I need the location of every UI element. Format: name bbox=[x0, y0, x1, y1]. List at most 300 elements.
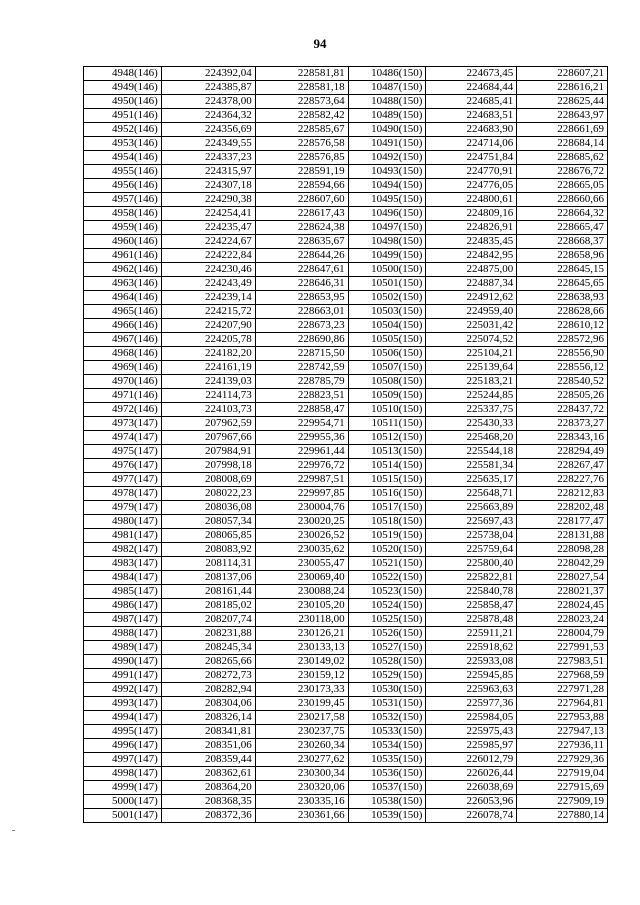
cell-y-left: 228635,67 bbox=[255, 235, 348, 249]
cell-y-right: 227983,51 bbox=[517, 655, 608, 669]
cell-point-id-left: 4985(147) bbox=[84, 585, 162, 599]
cell-x-right: 225738,04 bbox=[426, 529, 517, 543]
cell-x-right: 224751,84 bbox=[426, 151, 517, 165]
cell-x-left: 224378,00 bbox=[161, 95, 255, 109]
cell-x-left: 207984,91 bbox=[161, 445, 255, 459]
table-row bbox=[84, 809, 608, 823]
cell-x-right: 225697,43 bbox=[426, 515, 517, 529]
cell-y-right: 228267,47 bbox=[517, 459, 608, 473]
cell-point-id-left: 4996(147) bbox=[84, 739, 162, 753]
cell-point-id-right: 10514(150) bbox=[348, 459, 426, 473]
cell-y-right: 228685,62 bbox=[517, 151, 608, 165]
cell-x-left: 224307,18 bbox=[161, 179, 255, 193]
cell-x-right: 225759,64 bbox=[426, 543, 517, 557]
cell-x-left: 224337,23 bbox=[161, 151, 255, 165]
cell-point-id-right: 10511(150) bbox=[348, 417, 426, 431]
cell-x-left: 208008,69 bbox=[161, 473, 255, 487]
cell-y-right: 227947,13 bbox=[517, 725, 608, 739]
cell-point-id-left: 5001(147) bbox=[84, 809, 162, 823]
table-row bbox=[84, 697, 608, 711]
table-row bbox=[84, 207, 608, 221]
cell-point-id-right: 10513(150) bbox=[348, 445, 426, 459]
cell-x-left: 208351,06 bbox=[161, 739, 255, 753]
cell-x-left: 224182,20 bbox=[161, 347, 255, 361]
cell-y-right: 227915,69 bbox=[517, 781, 608, 795]
cell-point-id-left: 4987(147) bbox=[84, 613, 162, 627]
table-row bbox=[84, 487, 608, 501]
cell-x-left: 224207,90 bbox=[161, 319, 255, 333]
cell-y-left: 228624,38 bbox=[255, 221, 348, 235]
cell-point-id-left: 4967(146) bbox=[84, 333, 162, 347]
cell-y-left: 230335,16 bbox=[255, 795, 348, 809]
cell-y-left: 230149,02 bbox=[255, 655, 348, 669]
cell-x-right: 225663,89 bbox=[426, 501, 517, 515]
cell-point-id-right: 10493(150) bbox=[348, 165, 426, 179]
page-number: 94 bbox=[313, 36, 327, 51]
cell-point-id-left: 4974(147) bbox=[84, 431, 162, 445]
cell-y-left: 230126,21 bbox=[255, 627, 348, 641]
cell-y-right: 228658,96 bbox=[517, 249, 608, 263]
cell-x-left: 224364,32 bbox=[161, 109, 255, 123]
cell-point-id-left: 4950(146) bbox=[84, 95, 162, 109]
cell-y-left: 228591,19 bbox=[255, 165, 348, 179]
cell-point-id-right: 10498(150) bbox=[348, 235, 426, 249]
cell-x-right: 224809,16 bbox=[426, 207, 517, 221]
cell-x-right: 226053,96 bbox=[426, 795, 517, 809]
cell-x-right: 224959,40 bbox=[426, 305, 517, 319]
table-row bbox=[84, 319, 608, 333]
cell-y-right: 228668,37 bbox=[517, 235, 608, 249]
cell-y-left: 230004,76 bbox=[255, 501, 348, 515]
table-row bbox=[84, 669, 608, 683]
cell-y-left: 230320,06 bbox=[255, 781, 348, 795]
cell-y-right: 228343,16 bbox=[517, 431, 608, 445]
cell-y-left: 230118,00 bbox=[255, 613, 348, 627]
cell-x-left: 208036,08 bbox=[161, 501, 255, 515]
cell-x-right: 224684,44 bbox=[426, 81, 517, 95]
cell-point-id-right: 10515(150) bbox=[348, 473, 426, 487]
cell-x-right: 225858,47 bbox=[426, 599, 517, 613]
table-row bbox=[84, 627, 608, 641]
cell-x-left: 224215,72 bbox=[161, 305, 255, 319]
table-row bbox=[84, 529, 608, 543]
cell-y-right: 227909,19 bbox=[517, 795, 608, 809]
cell-y-right: 227964,81 bbox=[517, 697, 608, 711]
cell-x-left: 224161,19 bbox=[161, 361, 255, 375]
cell-point-id-right: 10529(150) bbox=[348, 669, 426, 683]
cell-y-left: 228653,95 bbox=[255, 291, 348, 305]
cell-x-left: 224230,46 bbox=[161, 263, 255, 277]
cell-y-right: 227919,04 bbox=[517, 767, 608, 781]
cell-x-left: 224224,67 bbox=[161, 235, 255, 249]
cell-point-id-right: 10535(150) bbox=[348, 753, 426, 767]
cell-point-id-right: 10510(150) bbox=[348, 403, 426, 417]
cell-x-right: 225544,18 bbox=[426, 445, 517, 459]
table-row bbox=[84, 137, 608, 151]
cell-y-left: 228607,60 bbox=[255, 193, 348, 207]
table-row bbox=[84, 333, 608, 347]
cell-y-right: 228665,05 bbox=[517, 179, 608, 193]
cell-y-left: 228581,81 bbox=[255, 67, 348, 81]
cell-point-id-right: 10526(150) bbox=[348, 627, 426, 641]
cell-y-right: 227991,53 bbox=[517, 641, 608, 655]
cell-x-left: 208364,20 bbox=[161, 781, 255, 795]
cell-y-left: 230260,34 bbox=[255, 739, 348, 753]
cell-x-right: 225581,34 bbox=[426, 459, 517, 473]
cell-point-id-left: 4954(146) bbox=[84, 151, 162, 165]
table-row bbox=[84, 781, 608, 795]
table-row bbox=[84, 109, 608, 123]
table-row bbox=[84, 767, 608, 781]
cell-point-id-right: 10496(150) bbox=[348, 207, 426, 221]
cell-y-right: 228628,66 bbox=[517, 305, 608, 319]
cell-x-left: 224139,03 bbox=[161, 375, 255, 389]
cell-point-id-right: 10492(150) bbox=[348, 151, 426, 165]
cell-y-left: 229987,51 bbox=[255, 473, 348, 487]
cell-point-id-left: 4962(146) bbox=[84, 263, 162, 277]
table-row bbox=[84, 389, 608, 403]
table-row bbox=[84, 151, 608, 165]
cell-x-right: 225337,75 bbox=[426, 403, 517, 417]
cell-point-id-left: 4981(147) bbox=[84, 529, 162, 543]
cell-y-right: 228556,12 bbox=[517, 361, 608, 375]
cell-y-right: 227880,14 bbox=[517, 809, 608, 823]
cell-point-id-left: 4982(147) bbox=[84, 543, 162, 557]
cell-point-id-right: 10489(150) bbox=[348, 109, 426, 123]
cell-point-id-left: 4957(146) bbox=[84, 193, 162, 207]
cell-point-id-left: 4955(146) bbox=[84, 165, 162, 179]
cell-point-id-left: 4999(147) bbox=[84, 781, 162, 795]
cell-point-id-right: 10504(150) bbox=[348, 319, 426, 333]
table-row bbox=[84, 613, 608, 627]
cell-y-right: 228638,93 bbox=[517, 291, 608, 305]
cell-x-right: 225878,48 bbox=[426, 613, 517, 627]
cell-x-right: 225911,21 bbox=[426, 627, 517, 641]
cell-point-id-left: 4948(146) bbox=[84, 67, 162, 81]
cell-y-left: 228785,79 bbox=[255, 375, 348, 389]
cell-y-right: 228540,52 bbox=[517, 375, 608, 389]
cell-x-right: 225244,85 bbox=[426, 389, 517, 403]
cell-y-left: 229961,44 bbox=[255, 445, 348, 459]
cell-x-right: 225984,05 bbox=[426, 711, 517, 725]
cell-x-left: 224235,47 bbox=[161, 221, 255, 235]
cell-x-right: 226078,74 bbox=[426, 809, 517, 823]
cell-y-right: 228373,27 bbox=[517, 417, 608, 431]
cell-point-id-right: 10538(150) bbox=[348, 795, 426, 809]
cell-y-right: 228505,26 bbox=[517, 389, 608, 403]
cell-point-id-right: 10534(150) bbox=[348, 739, 426, 753]
cell-x-right: 225933,08 bbox=[426, 655, 517, 669]
table-row bbox=[84, 543, 608, 557]
cell-y-right: 228607,21 bbox=[517, 67, 608, 81]
cell-x-left: 208065,85 bbox=[161, 529, 255, 543]
cell-point-id-right: 10487(150) bbox=[348, 81, 426, 95]
cell-y-right: 228042,29 bbox=[517, 557, 608, 571]
cell-y-right: 228027,54 bbox=[517, 571, 608, 585]
cell-point-id-right: 10536(150) bbox=[348, 767, 426, 781]
cell-x-left: 208282,94 bbox=[161, 683, 255, 697]
cell-y-left: 228573,64 bbox=[255, 95, 348, 109]
table-row bbox=[84, 263, 608, 277]
cell-point-id-left: 4949(146) bbox=[84, 81, 162, 95]
cell-y-right: 228664,32 bbox=[517, 207, 608, 221]
cell-point-id-left: 4972(146) bbox=[84, 403, 162, 417]
table-row bbox=[84, 193, 608, 207]
cell-y-left: 230199,45 bbox=[255, 697, 348, 711]
cell-x-right: 224835,45 bbox=[426, 235, 517, 249]
cell-x-left: 224243,49 bbox=[161, 277, 255, 291]
cell-x-right: 225963,63 bbox=[426, 683, 517, 697]
table-row bbox=[84, 305, 608, 319]
cell-point-id-right: 10494(150) bbox=[348, 179, 426, 193]
cell-y-right: 228616,21 bbox=[517, 81, 608, 95]
cell-y-right: 228227,76 bbox=[517, 473, 608, 487]
cell-x-left: 208207,74 bbox=[161, 613, 255, 627]
cell-y-left: 228646,31 bbox=[255, 277, 348, 291]
cell-y-left: 230277,62 bbox=[255, 753, 348, 767]
cell-y-left: 228576,85 bbox=[255, 151, 348, 165]
cell-point-id-right: 10519(150) bbox=[348, 529, 426, 543]
cell-point-id-left: 4975(147) bbox=[84, 445, 162, 459]
cell-point-id-right: 10523(150) bbox=[348, 585, 426, 599]
table-row bbox=[84, 235, 608, 249]
cell-y-right: 228676,72 bbox=[517, 165, 608, 179]
cell-y-right: 228004,79 bbox=[517, 627, 608, 641]
cell-point-id-right: 10490(150) bbox=[348, 123, 426, 137]
cell-y-left: 230237,75 bbox=[255, 725, 348, 739]
cell-point-id-right: 10500(150) bbox=[348, 263, 426, 277]
cell-point-id-left: 4952(146) bbox=[84, 123, 162, 137]
cell-x-left: 224254,41 bbox=[161, 207, 255, 221]
cell-point-id-left: 4951(146) bbox=[84, 109, 162, 123]
table-row bbox=[84, 445, 608, 459]
cell-y-left: 228582,42 bbox=[255, 109, 348, 123]
cell-x-right: 225468,20 bbox=[426, 431, 517, 445]
cell-y-left: 228663,01 bbox=[255, 305, 348, 319]
cell-x-left: 224315,97 bbox=[161, 165, 255, 179]
cell-point-id-left: 4971(146) bbox=[84, 389, 162, 403]
cell-y-left: 230173,33 bbox=[255, 683, 348, 697]
cell-point-id-right: 10518(150) bbox=[348, 515, 426, 529]
cell-y-right: 227968,59 bbox=[517, 669, 608, 683]
table-row bbox=[84, 95, 608, 109]
cell-point-id-left: 4992(147) bbox=[84, 683, 162, 697]
cell-y-right: 228643,97 bbox=[517, 109, 608, 123]
cell-point-id-left: 4970(146) bbox=[84, 375, 162, 389]
cell-point-id-right: 10488(150) bbox=[348, 95, 426, 109]
cell-x-right: 225183,21 bbox=[426, 375, 517, 389]
cell-y-right: 228625,44 bbox=[517, 95, 608, 109]
cell-y-right: 228131,88 bbox=[517, 529, 608, 543]
table-row bbox=[84, 473, 608, 487]
cell-point-id-right: 10507(150) bbox=[348, 361, 426, 375]
cell-x-left: 208359,44 bbox=[161, 753, 255, 767]
cell-point-id-right: 10506(150) bbox=[348, 347, 426, 361]
table-row bbox=[84, 361, 608, 375]
cell-y-left: 230088,24 bbox=[255, 585, 348, 599]
table-row bbox=[84, 165, 608, 179]
cell-x-left: 207962,59 bbox=[161, 417, 255, 431]
cell-point-id-right: 10524(150) bbox=[348, 599, 426, 613]
cell-x-right: 225800,40 bbox=[426, 557, 517, 571]
table-row bbox=[84, 417, 608, 431]
table-row bbox=[84, 585, 608, 599]
table-row bbox=[84, 347, 608, 361]
cell-x-left: 208083,92 bbox=[161, 543, 255, 557]
cell-x-left: 224392,04 bbox=[161, 67, 255, 81]
cell-y-right: 228610,12 bbox=[517, 319, 608, 333]
cell-x-left: 224385,87 bbox=[161, 81, 255, 95]
cell-y-right: 228661,69 bbox=[517, 123, 608, 137]
cell-point-id-right: 10509(150) bbox=[348, 389, 426, 403]
cell-x-right: 224683,90 bbox=[426, 123, 517, 137]
cell-point-id-right: 10491(150) bbox=[348, 137, 426, 151]
cell-y-left: 228715,50 bbox=[255, 347, 348, 361]
table-row bbox=[84, 81, 608, 95]
cell-point-id-right: 10512(150) bbox=[348, 431, 426, 445]
cell-x-right: 224887,34 bbox=[426, 277, 517, 291]
cell-x-left: 224239,14 bbox=[161, 291, 255, 305]
cell-y-left: 228858,47 bbox=[255, 403, 348, 417]
cell-x-right: 225074,52 bbox=[426, 333, 517, 347]
cell-x-right: 225031,42 bbox=[426, 319, 517, 333]
cell-point-id-left: 4977(147) bbox=[84, 473, 162, 487]
table-row bbox=[84, 403, 608, 417]
cell-y-right: 228572,96 bbox=[517, 333, 608, 347]
cell-y-right: 228023,24 bbox=[517, 613, 608, 627]
cell-point-id-left: 4997(147) bbox=[84, 753, 162, 767]
cell-y-left: 230300,34 bbox=[255, 767, 348, 781]
cell-y-right: 228294,49 bbox=[517, 445, 608, 459]
cell-x-right: 224683,51 bbox=[426, 109, 517, 123]
table-row bbox=[84, 277, 608, 291]
cell-y-right: 228212,83 bbox=[517, 487, 608, 501]
cell-point-id-right: 10516(150) bbox=[348, 487, 426, 501]
cell-point-id-left: 4953(146) bbox=[84, 137, 162, 151]
cell-point-id-right: 10508(150) bbox=[348, 375, 426, 389]
cell-point-id-left: 4989(147) bbox=[84, 641, 162, 655]
cell-y-right: 228098,28 bbox=[517, 543, 608, 557]
cell-y-left: 228742,59 bbox=[255, 361, 348, 375]
cell-x-right: 224912,62 bbox=[426, 291, 517, 305]
cell-point-id-right: 10502(150) bbox=[348, 291, 426, 305]
cell-y-right: 228177,47 bbox=[517, 515, 608, 529]
cell-y-left: 230069,40 bbox=[255, 571, 348, 585]
cell-point-id-left: 4983(147) bbox=[84, 557, 162, 571]
cell-point-id-right: 10525(150) bbox=[348, 613, 426, 627]
cell-point-id-right: 10486(150) bbox=[348, 67, 426, 81]
cell-x-left: 208114,31 bbox=[161, 557, 255, 571]
cell-x-left: 224222,84 bbox=[161, 249, 255, 263]
cell-y-right: 227929,36 bbox=[517, 753, 608, 767]
cell-x-left: 208245,34 bbox=[161, 641, 255, 655]
cell-x-right: 224714,06 bbox=[426, 137, 517, 151]
coordinates-table-body bbox=[84, 67, 608, 823]
cell-x-right: 225822,81 bbox=[426, 571, 517, 585]
table-row bbox=[84, 753, 608, 767]
cell-y-right: 228021,37 bbox=[517, 585, 608, 599]
cell-point-id-left: 4963(146) bbox=[84, 277, 162, 291]
cell-point-id-right: 10497(150) bbox=[348, 221, 426, 235]
cell-x-right: 225648,71 bbox=[426, 487, 517, 501]
cell-x-left: 208265,66 bbox=[161, 655, 255, 669]
cell-x-right: 225139,64 bbox=[426, 361, 517, 375]
cell-point-id-right: 10499(150) bbox=[348, 249, 426, 263]
cell-point-id-left: 4978(147) bbox=[84, 487, 162, 501]
cell-x-left: 224349,55 bbox=[161, 137, 255, 151]
cell-y-right: 228665,47 bbox=[517, 221, 608, 235]
table-row bbox=[84, 123, 608, 137]
scan-mark bbox=[12, 830, 15, 831]
cell-y-left: 228644,26 bbox=[255, 249, 348, 263]
cell-y-left: 230361,66 bbox=[255, 809, 348, 823]
cell-point-id-left: 4965(146) bbox=[84, 305, 162, 319]
cell-y-left: 230105,20 bbox=[255, 599, 348, 613]
cell-point-id-right: 10531(150) bbox=[348, 697, 426, 711]
cell-y-left: 228585,67 bbox=[255, 123, 348, 137]
cell-point-id-left: 4959(146) bbox=[84, 221, 162, 235]
cell-y-right: 228437,72 bbox=[517, 403, 608, 417]
cell-x-right: 224776,05 bbox=[426, 179, 517, 193]
cell-point-id-left: 4964(146) bbox=[84, 291, 162, 305]
cell-x-right: 225975,43 bbox=[426, 725, 517, 739]
cell-x-left: 224103,73 bbox=[161, 403, 255, 417]
cell-x-left: 208022,23 bbox=[161, 487, 255, 501]
cell-point-id-left: 4998(147) bbox=[84, 767, 162, 781]
cell-x-left: 224114,73 bbox=[161, 389, 255, 403]
cell-point-id-left: 5000(147) bbox=[84, 795, 162, 809]
cell-y-left: 229955,36 bbox=[255, 431, 348, 445]
cell-x-left: 208368,35 bbox=[161, 795, 255, 809]
cell-x-right: 224826,91 bbox=[426, 221, 517, 235]
cell-y-right: 228202,48 bbox=[517, 501, 608, 515]
cell-x-right: 224770,91 bbox=[426, 165, 517, 179]
cell-y-right: 227953,88 bbox=[517, 711, 608, 725]
cell-y-left: 230020,25 bbox=[255, 515, 348, 529]
cell-x-right: 225635,17 bbox=[426, 473, 517, 487]
cell-point-id-left: 4995(147) bbox=[84, 725, 162, 739]
cell-x-left: 207967,66 bbox=[161, 431, 255, 445]
cell-x-left: 207998,18 bbox=[161, 459, 255, 473]
cell-y-left: 230159,12 bbox=[255, 669, 348, 683]
cell-point-id-right: 10521(150) bbox=[348, 557, 426, 571]
cell-x-right: 225430,33 bbox=[426, 417, 517, 431]
cell-x-right: 224875,00 bbox=[426, 263, 517, 277]
cell-x-left: 224290,38 bbox=[161, 193, 255, 207]
cell-y-right: 227936,11 bbox=[517, 739, 608, 753]
cell-point-id-right: 10539(150) bbox=[348, 809, 426, 823]
cell-y-right: 227971,28 bbox=[517, 683, 608, 697]
cell-x-left: 208161,44 bbox=[161, 585, 255, 599]
table-row bbox=[84, 711, 608, 725]
cell-point-id-right: 10532(150) bbox=[348, 711, 426, 725]
cell-point-id-right: 10533(150) bbox=[348, 725, 426, 739]
cell-y-left: 229954,71 bbox=[255, 417, 348, 431]
cell-point-id-left: 4986(147) bbox=[84, 599, 162, 613]
cell-y-left: 228647,61 bbox=[255, 263, 348, 277]
cell-x-left: 224205,78 bbox=[161, 333, 255, 347]
cell-y-left: 228576,58 bbox=[255, 137, 348, 151]
cell-y-right: 228645,15 bbox=[517, 263, 608, 277]
cell-x-left: 208304,06 bbox=[161, 697, 255, 711]
table-row bbox=[84, 683, 608, 697]
cell-x-right: 225985,97 bbox=[426, 739, 517, 753]
cell-point-id-left: 4973(147) bbox=[84, 417, 162, 431]
cell-x-left: 208362,61 bbox=[161, 767, 255, 781]
table-row bbox=[84, 501, 608, 515]
cell-y-left: 228690,86 bbox=[255, 333, 348, 347]
cell-x-right: 226012,79 bbox=[426, 753, 517, 767]
